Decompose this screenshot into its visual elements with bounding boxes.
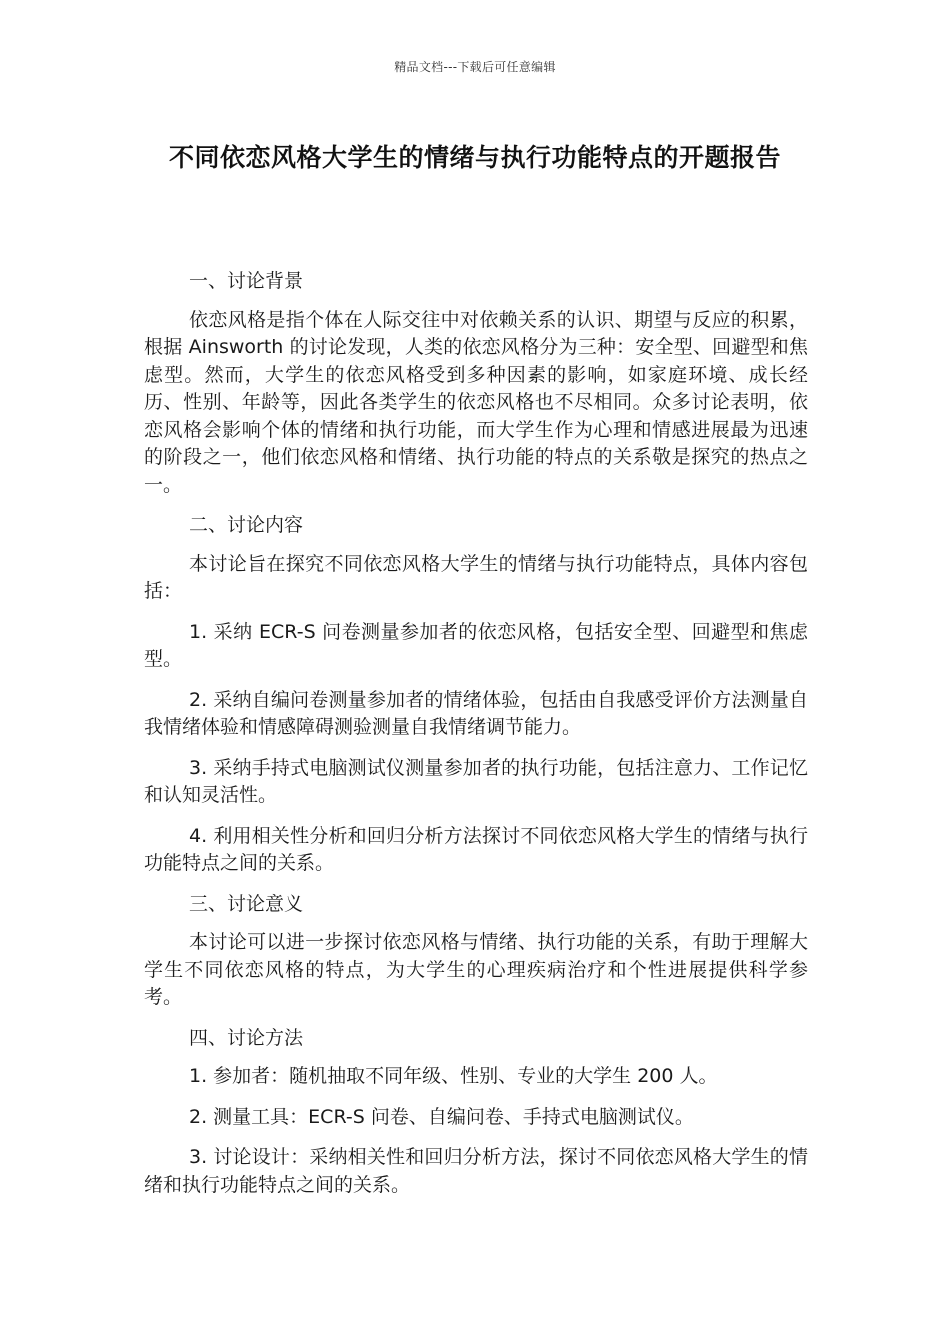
- document-body: [144, 268, 808, 1212]
- content-item-2: 2. 采纳自编问卷测量参加者的情绪体验，包括由自我感受评价方法测量自我情绪体验和情感障碍测验测量自我情绪调节能力。: [144, 688, 808, 738]
- section-heading-significance: 三、讨论意义: [189, 892, 304, 915]
- header-note: 精品文档---下载后可任意编辑: [394, 60, 556, 74]
- content-item-1: 1. 采纳 ECR-S 问卷测量参加者的依恋风格，包括安全型、回避型和焦虑型。: [144, 620, 808, 670]
- content-intro-paragraph: 本讨论旨在探究不同依恋风格大学生的情绪与执行功能特点，具体内容包括：: [144, 552, 808, 602]
- significance-paragraph: 本讨论可以进一步探讨依恋风格与情绪、执行功能的关系，有助于理解大学生不同依恋风格的特点，为大学生的心理疾病治疗和个性进展提供科学参考。: [144, 931, 808, 1008]
- section-heading-background: 一、讨论背景: [189, 270, 304, 292]
- content-item-4: 4. 利用相关性分析和回归分析方法探讨不同依恋风格大学生的情绪与执行功能特点之间的关系。: [144, 824, 808, 874]
- background-paragraph: 依恋风格是指个体在人际交往中对依赖关系的认识、期望与反应的积累，根据 Ainsworth 的讨论发现，人类的依恋风格分为三种：安全型、回避型和焦虑型。然而，大学生的依恋风格受到多种因素的影响，如家庭环境、成长经历、性别、年龄等，因此各类学生的依恋风格也不尽相同。众多讨论表明，依恋风格会影响个体的情绪和执行功能，而大学生作为心理和情感进展最为迅速的阶段之一，他们依恋风格和情绪、执行功能的特点的关系敬是探究的热点之一。: [144, 308, 808, 496]
- section-heading-content: 二、讨论内容: [189, 514, 304, 536]
- method-item-1: 1. 参加者：随机抽取不同年级、性别、专业的大学生 200 人。: [189, 1065, 718, 1087]
- content-item-3: 3. 采纳手持式电脑测试仪测量参加者的执行功能，包括注意力、工作记忆和认知灵活性。: [144, 756, 808, 806]
- method-item-2: 2. 测量工具：ECR-S 问卷、自编问卷、手持式电脑测试仪。: [189, 1105, 694, 1128]
- section-heading-method: 四、讨论方法: [189, 1026, 304, 1049]
- document-title: 不同依恋风格大学生的情绪与执行功能特点的开题报告: [168, 143, 781, 172]
- method-item-3: 3. 讨论设计：采纳相关性和回归分析方法，探讨不同依恋风格大学生的情绪和执行功能特点之间的关系。: [144, 1146, 808, 1196]
